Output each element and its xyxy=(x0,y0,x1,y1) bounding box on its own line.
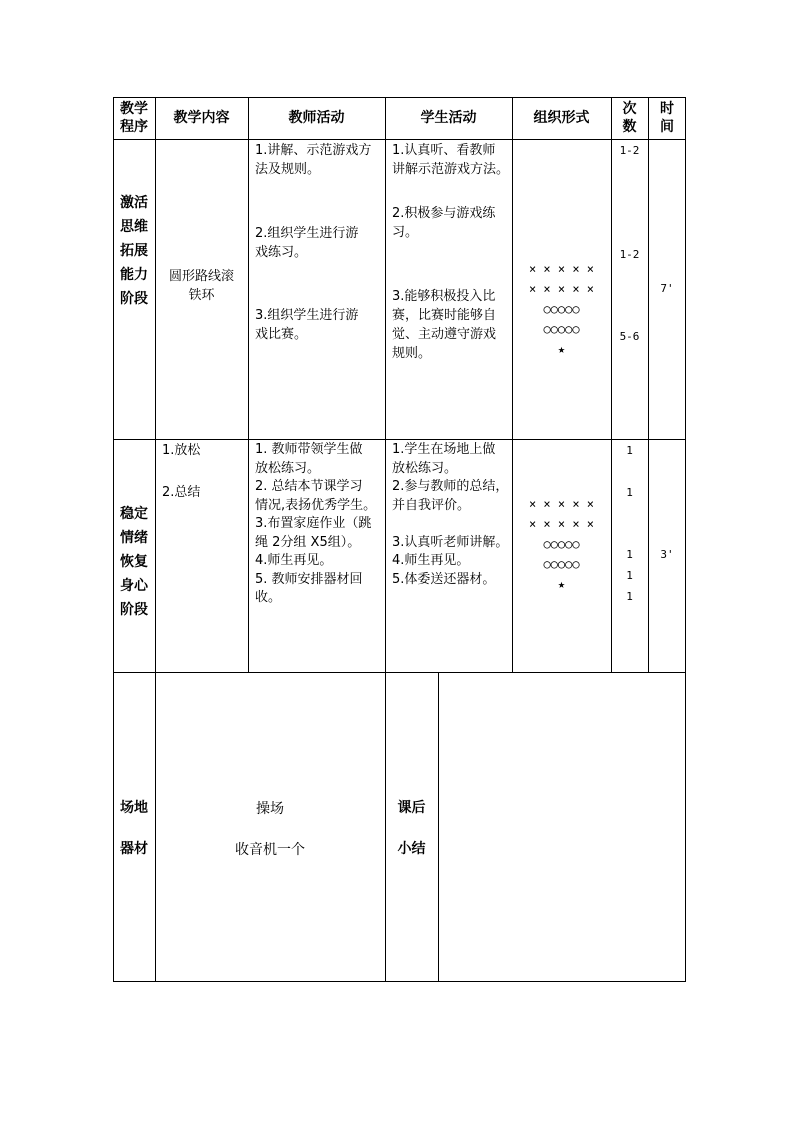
header-divider xyxy=(113,139,686,140)
teacher-cell: 1. 教师带领学生做 放松练习。 2. 总结本节课学习 情况,表扬优秀学生。 3.布置家庭作业（跳 绳 2分组 X5组）。 4.师生再见。 5. 教师安排器材回 收。 xyxy=(255,442,377,605)
header-student: 学生活动 xyxy=(420,110,477,126)
header-content: 教学内容 xyxy=(173,110,230,126)
summary-label: 课后 xyxy=(397,800,426,816)
student-item: 1.认真听、看教师 讲解示范游戏方法。 xyxy=(392,143,510,177)
equipment-label: 器材 xyxy=(120,841,148,857)
count-value: 1 xyxy=(626,569,633,582)
teacher-item: 2.组织学生进行游 戏练习。 xyxy=(255,226,359,260)
content-item: 1.放松 xyxy=(162,443,201,458)
header-organization: 组织形式 xyxy=(533,110,590,126)
count-value: 1 xyxy=(626,548,633,561)
formation-diagram: × × × × × × × × × × ○○○○○ ○○○○○ ★ xyxy=(528,262,595,356)
header-count: 次 数 xyxy=(622,101,637,135)
row-divider xyxy=(113,439,686,440)
count-value: 1 xyxy=(626,486,633,499)
equipment-value: 收音机一个 xyxy=(235,842,305,858)
header-time: 时 间 xyxy=(660,101,674,135)
student-item: 3.能够积极投入比 赛，比赛时能够自 觉、主动遵守游戏 规则。 xyxy=(392,289,497,361)
col-divider xyxy=(648,97,649,672)
lesson-plan-table xyxy=(113,97,686,982)
header-teacher: 教师活动 xyxy=(288,110,345,126)
summary-label: 小结 xyxy=(397,841,426,857)
count-value: 1-2 xyxy=(619,248,640,261)
count-value: 1 xyxy=(626,444,633,457)
count-value: 1 xyxy=(626,590,633,603)
summary-field[interactable] xyxy=(443,677,681,977)
time-value: 7' xyxy=(660,282,674,295)
count-value: 1-2 xyxy=(619,144,640,157)
teacher-item: 1.讲解、示范游戏方 法及规则。 xyxy=(255,143,372,177)
col-divider xyxy=(248,97,249,672)
student-item: 2.积极参与游戏练 习。 xyxy=(392,206,496,240)
header-procedure: 教学 程序 xyxy=(120,101,148,135)
footer-divider xyxy=(113,672,686,673)
content-cell: 圆形路线滚 铁环 xyxy=(168,269,234,303)
col-divider xyxy=(438,672,439,982)
venue-label: 场地 xyxy=(120,800,148,816)
stage-label: 稳定 情绪 恢复 身心 阶段 xyxy=(120,506,148,618)
count-value: 5-6 xyxy=(619,330,640,343)
student-cell: 1.学生在场地上做 放松练习。 2.参与教师的总结， 并自我评价。 3.认真听老师讲解。 4.师生再见。 5.体委送还器材。 xyxy=(392,442,509,587)
col-divider xyxy=(611,97,612,672)
stage-label: 激活 思维 拓展 能力 阶段 xyxy=(120,195,148,307)
teacher-item: 3.组织学生进行游 戏比赛。 xyxy=(255,308,359,342)
time-value: 3' xyxy=(660,548,674,561)
venue-value: 操场 xyxy=(256,801,284,817)
content-item: 2.总结 xyxy=(162,485,201,500)
formation-diagram: × × × × × × × × × × ○○○○○ ○○○○○ ★ xyxy=(528,497,595,591)
